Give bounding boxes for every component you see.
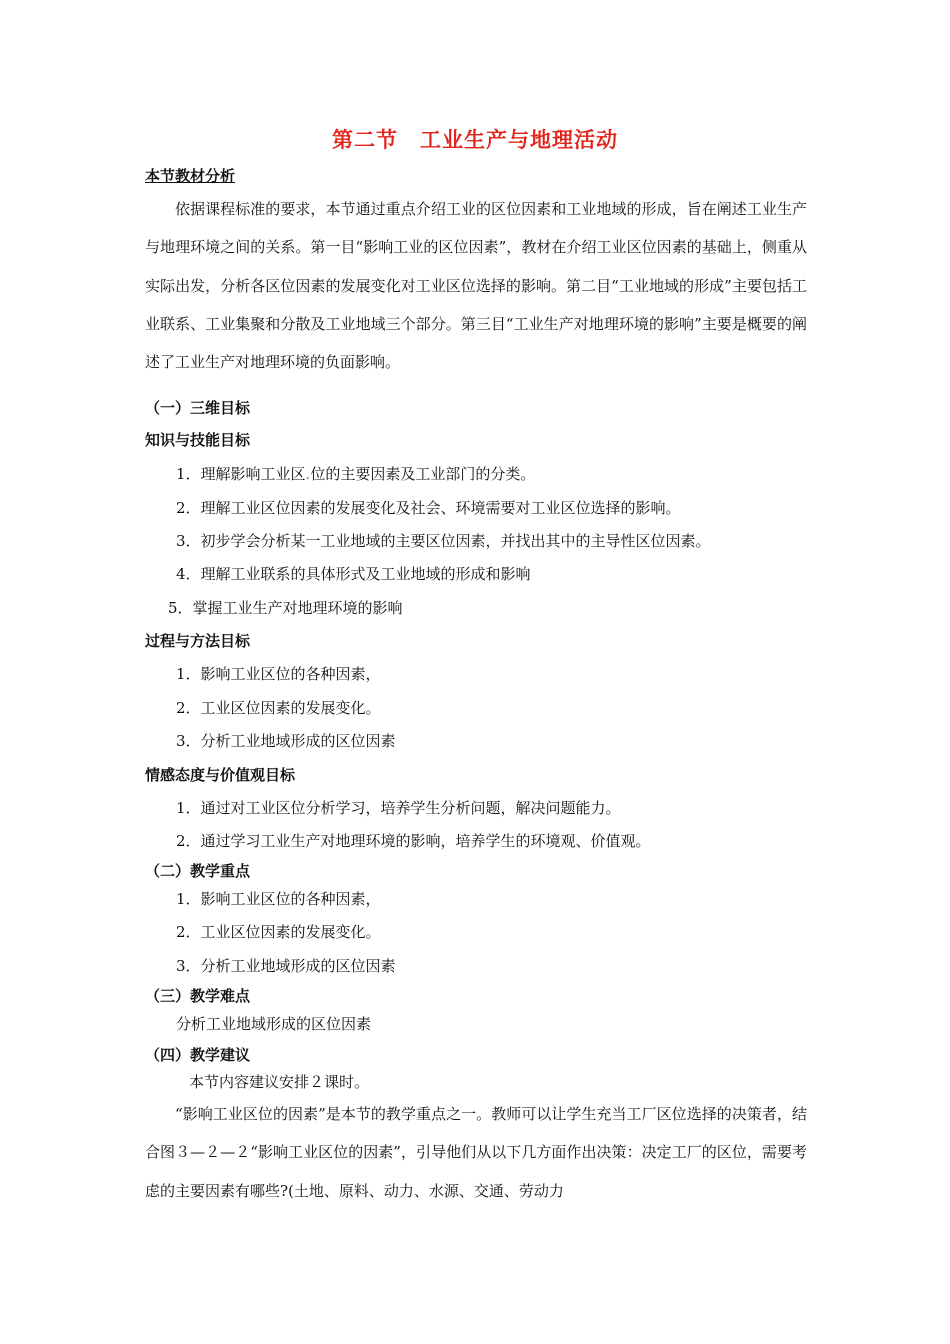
key-point-item-3: 3．分析工业地域形成的区位因素: [176, 957, 396, 975]
difficult-point-item-1: 分析工业地域形成的区位因素: [176, 1015, 372, 1033]
goals-heading: （一）三维目标: [145, 399, 251, 417]
knowledge-goals-heading: 知识与技能目标: [145, 431, 251, 449]
knowledge-goal-item-2: 2．理解工业区位因素的发展变化及社会、环境需要对工业区位选择的影响。: [176, 499, 681, 517]
mark-dot: .: [305, 465, 311, 483]
analysis-heading: 本节教材分析: [145, 167, 236, 185]
knowledge-goal-item-3: 3．初步学会分析某一工业地域的主要区位因素，并找出其中的主导性区位因素。: [176, 532, 711, 550]
knowledge-goal-item-4: 4．理解工业联系的具体形式及工业地域的形成和影响: [176, 565, 531, 583]
suggestions-heading: （四）教学建议: [145, 1046, 251, 1064]
process-goal-item-2: 2．工业区位因素的发展变化。: [176, 699, 381, 717]
key-point-item-1: 1．影响工业区位的各种因素，: [176, 890, 381, 908]
title-section-number: 第二节: [332, 128, 398, 152]
analysis-paragraph: 依据课程标准的要求，本节通过重点介绍工业的区位因素和工业地域的形成，旨在阐述工业生产与地理环境之间的关系。第一目“影响工业的区位因素”，教材在介绍工业区位因素的基础上，侧重从实际出发，分析各区位因素的发展变化对工业区位选择的影响。第二目“工业地域的形成”主要包括工业联系、工业集聚和分散及工业地域三个部分。第三目“工业生产对地理环境的影响”主要是概要的阐述了工业生产对地理环境的负面影响。: [145, 200, 807, 372]
suggestions-line-1: 本节内容建议安排２课时。: [189, 1073, 370, 1091]
process-goal-item-3: 3．分析工业地域形成的区位因素: [176, 732, 396, 750]
key-point-item-2: 2．工业区位因素的发展变化。: [176, 923, 381, 941]
emotion-goals-heading: 情感态度与价值观目标: [145, 766, 296, 784]
suggestions-paragraph: “影响工业区位的因素”是本节的教学重点之一。教师可以让学生充当工厂区位选择的决策者，结合图３—２—２“影响工业区位的因素”，引导他们从以下几方面作出决策：决定工厂的区位，需要考虑的主要因素有哪些?(土地、原料、动力、水源、交通、劳动力: [145, 1105, 807, 1200]
emotion-goal-item-1: 1．通过对工业区位分析学习，培养学生分析问题，解决问题能力。: [176, 799, 621, 817]
knowledge-goal-item-1: 1．理解影响工业区.位的主要因素及工业部门的分类。: [176, 465, 536, 483]
difficult-points-heading: （三）教学难点: [145, 987, 251, 1005]
process-goal-item-1: 1．影响工业区位的各种因素，: [176, 665, 381, 683]
emotion-goal-item-2: 2．通过学习工业生产对地理环境的影响，培养学生的环境观、价值观。: [176, 832, 651, 850]
title-section-name: 工业生产与地理活动: [420, 128, 618, 152]
process-goals-heading: 过程与方法目标: [145, 632, 251, 650]
key-points-heading: （二）教学重点: [145, 862, 251, 880]
knowledge-goal-item-5: 5．掌握工业生产对地理环境的影响: [168, 599, 403, 617]
page-title: [0, 124, 950, 154]
